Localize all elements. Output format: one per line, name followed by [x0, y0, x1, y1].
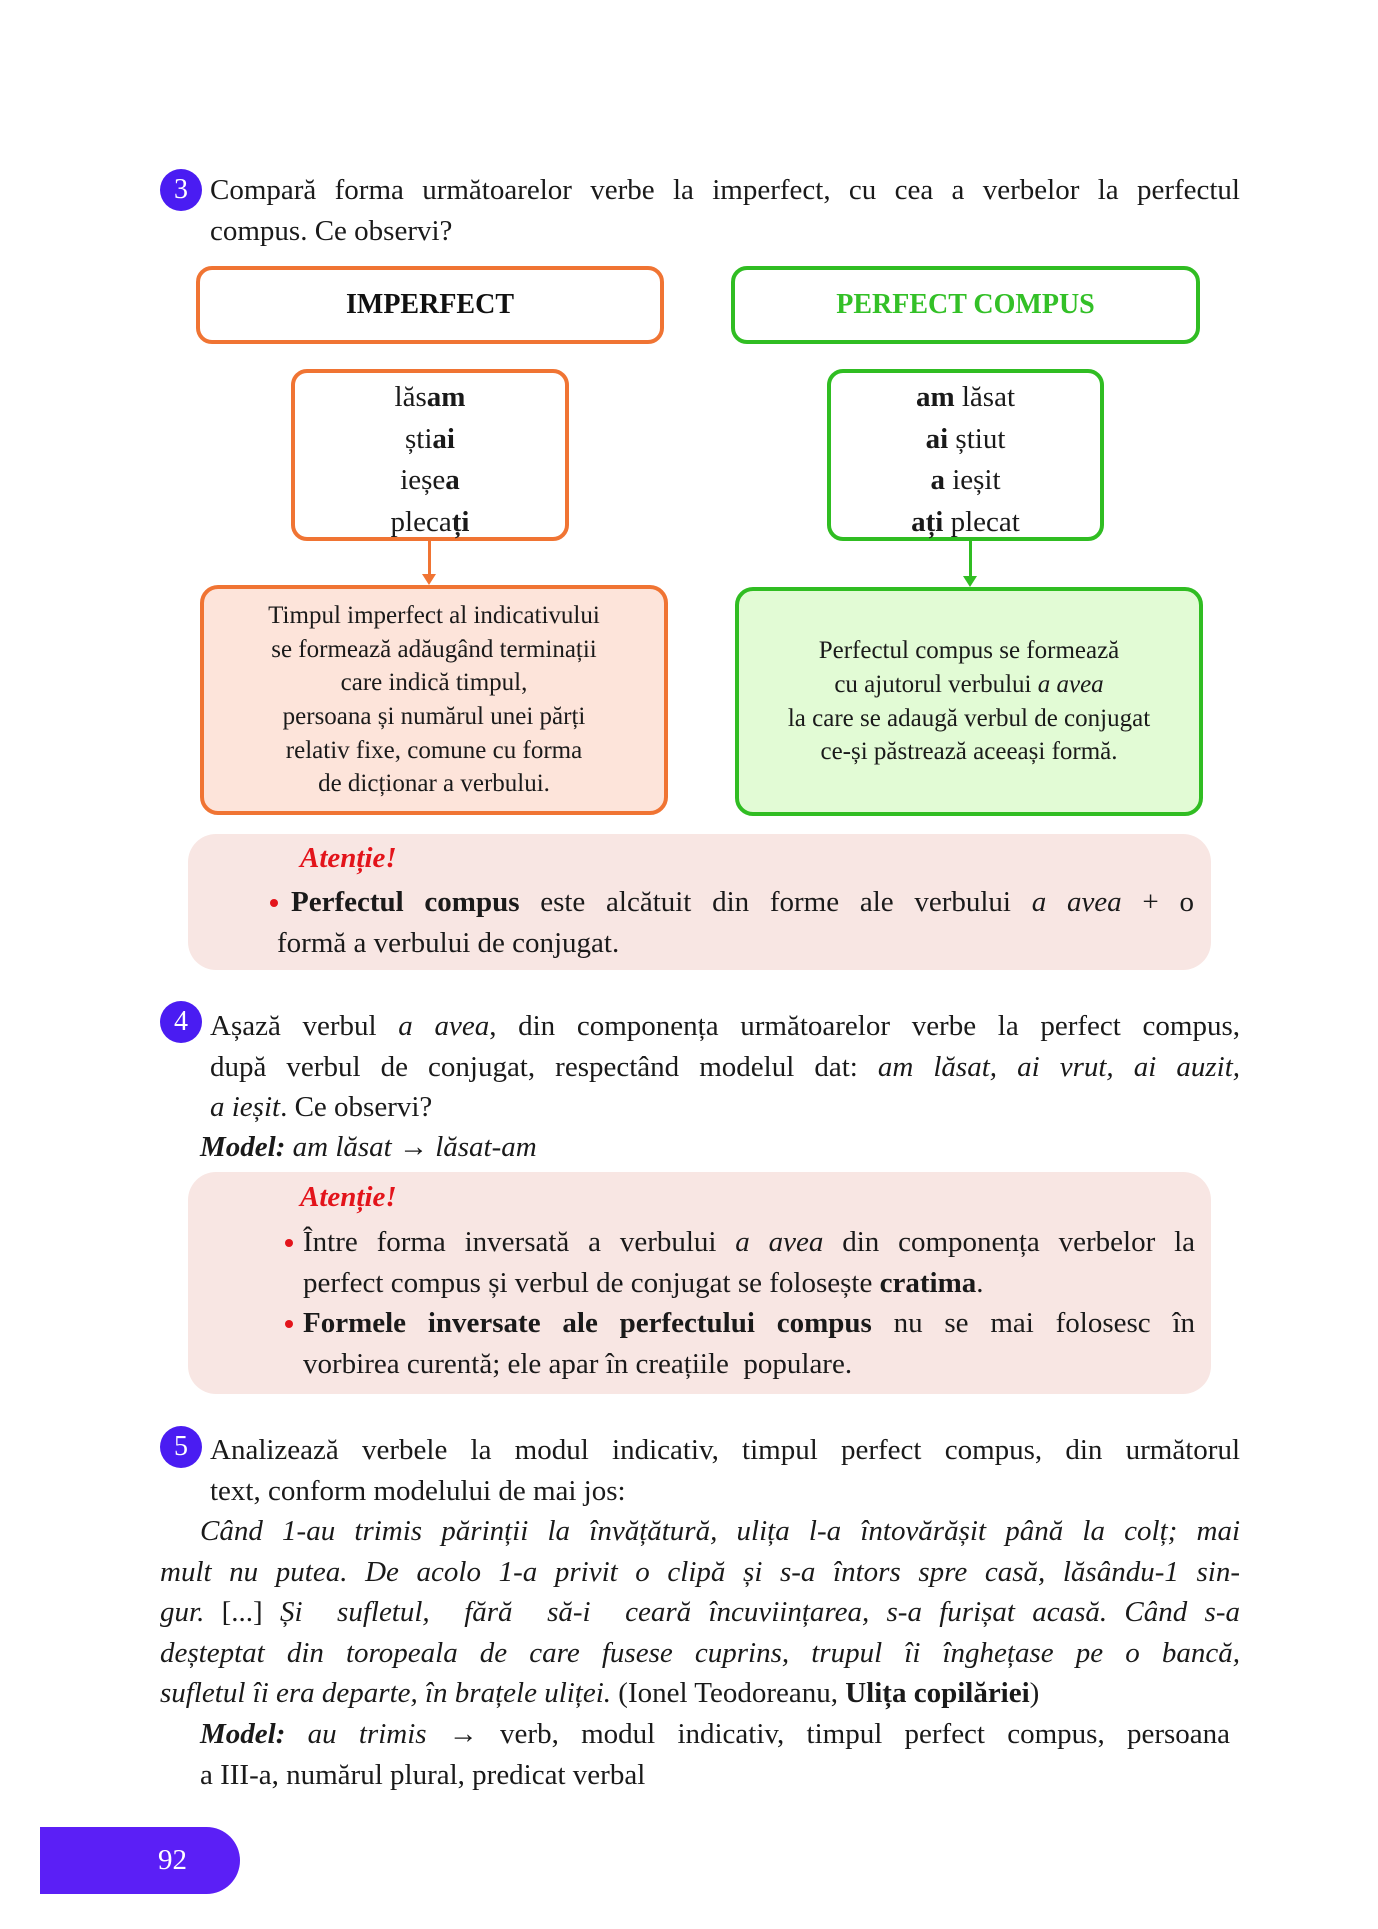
text-line [210, 1471, 1240, 1512]
text-line [831, 502, 1100, 544]
text-line [739, 702, 1199, 736]
text-segment: ai [925, 422, 949, 455]
exercise-3-prompt [210, 170, 1240, 251]
page-number: 92 [158, 1844, 187, 1876]
text-segment: compus. Ce observi? [210, 214, 453, 247]
text-segment: ) [1029, 1677, 1040, 1709]
page-number-tab [40, 1827, 240, 1894]
text-line [295, 377, 565, 419]
text-segment: Perfectul compus se formează [818, 637, 1120, 665]
text-line [200, 1127, 1000, 1168]
text-segment: am [915, 381, 955, 413]
text-line [204, 599, 664, 633]
text-segment: Analizează verbele la modul indicativ, timpul perfect compus, din următorul [210, 1434, 1240, 1466]
text-line [303, 1263, 1195, 1304]
exercise-4-prompt [210, 1006, 1240, 1128]
text-segment: Formele inversate ale perfectului compus [303, 1307, 872, 1339]
text-segment: a ieșit [210, 1091, 281, 1123]
exercise-number-3: 3 [160, 169, 202, 211]
bullet-icon [285, 1239, 293, 1247]
text-segment: știut [948, 422, 1006, 455]
text-segment: ști [405, 422, 433, 455]
text-segment: deșteptat din toropeala de care fusese cuprins, trupul îi înghețase pe o bancă, [160, 1636, 1240, 1669]
text-segment: . Ce observi? [280, 1091, 433, 1123]
text-segment: care indică timpul, [340, 669, 528, 697]
text-line [204, 633, 664, 667]
text-segment: se formează adăugând terminații [271, 635, 597, 663]
text-segment: Model: [200, 1718, 286, 1750]
text-segment: ai [432, 422, 455, 455]
text-line [204, 734, 664, 768]
text-segment: după verbul de conjugat, respectând modelul dat: [210, 1050, 878, 1083]
perfect-arrow-line [969, 541, 972, 581]
text-line [210, 1430, 1240, 1471]
text-segment: este alcătuit din forme ale verbului [519, 886, 1032, 918]
text-segment: . [976, 1266, 984, 1299]
attention-2-bullet-1 [303, 1222, 1195, 1303]
attention-1-text [277, 882, 1194, 963]
exercise-number-4: 4 [160, 1001, 202, 1043]
text-segment: Timpul imperfect al indicativului [268, 601, 600, 629]
perfect-compus-header: PERFECT COMPUS [731, 266, 1200, 344]
text-line [160, 1511, 1240, 1552]
text-line [210, 1087, 1240, 1128]
text-segment: ți [451, 505, 470, 538]
text-segment: Între forma inversată a verbului [303, 1226, 736, 1258]
text-line [303, 1344, 1195, 1385]
exercise-4-model [200, 1127, 1000, 1168]
text-line [204, 767, 664, 801]
text-segment: a avea [1037, 670, 1104, 698]
arrow-down-icon [422, 574, 436, 585]
text-segment: Compară forma următoarelor verbe la imperfect, cu cea a verbelor la perfectul [210, 174, 1240, 206]
text-segment: perfect compus și verbul de conjugat se folosește [303, 1266, 880, 1299]
text-line [210, 1006, 1240, 1047]
text-line [831, 419, 1100, 461]
exercise-5-model [200, 1714, 1230, 1795]
text-line [295, 460, 565, 502]
text-line [831, 377, 1100, 419]
text-segment: text, conform modelului de mai jos: [210, 1474, 626, 1507]
exercise-5-quote [160, 1511, 1240, 1714]
text-segment: relativ fixe, comune cu forma [285, 736, 583, 764]
text-line [160, 1592, 1240, 1633]
text-line [739, 668, 1199, 702]
text-segment: lăsat [954, 381, 1016, 413]
text-segment: ați [911, 505, 944, 538]
text-segment: mult nu putea. De acolo 1-a privit o clipă și s-a întors spre casă, lăsându-1 sin- [160, 1555, 1240, 1588]
text-line [200, 1755, 1230, 1796]
attention-title: Atenție! [300, 842, 397, 874]
text-line [295, 419, 565, 461]
text-line [303, 1222, 1195, 1263]
perfect-compus-explanation-box [735, 587, 1203, 816]
text-line [831, 460, 1100, 502]
text-segment: am lăsat, ai vrut, ai auzit, [877, 1050, 1240, 1083]
text-segment: au trimis [285, 1718, 427, 1750]
text-segment: a III-a, numărul plural, predicat verbal [200, 1758, 646, 1791]
text-segment: + o [1121, 886, 1194, 918]
text-line [277, 923, 1194, 964]
text-segment: , din componența următoarelor verbe la perfect compus, [489, 1010, 1240, 1042]
text-line [160, 1673, 1240, 1714]
text-segment: a [445, 464, 460, 496]
text-segment: Perfectul compus [291, 886, 520, 918]
exercise-number-5: 5 [160, 1426, 202, 1468]
text-segment: cratima [879, 1266, 977, 1299]
text-line [739, 634, 1199, 668]
text-segment: Model: [200, 1131, 286, 1163]
text-segment: la care se adaugă verbul de conjugat [787, 704, 1151, 732]
text-segment: a avea [1031, 886, 1122, 918]
text-segment: Așază verbul [210, 1010, 399, 1042]
text-line [160, 1633, 1240, 1674]
imperfect-explanation-box [200, 585, 668, 815]
text-segment: am [426, 381, 466, 413]
text-segment: ce-și păstrează aceeași formă. [820, 738, 1118, 766]
text-line [295, 502, 565, 544]
text-segment: Și sufletul, fără să-i ceară încuviințarea, s-a furișat acasă. Când s-a [279, 1596, 1240, 1628]
text-segment: persoana și numărul unei părți [282, 703, 586, 730]
perfect-compus-forms-box [827, 369, 1104, 541]
text-segment: (Ionel Teodoreanu, [611, 1677, 846, 1709]
text-segment: cu ajutorul verbului [834, 670, 1038, 698]
text-segment: gur. [160, 1596, 205, 1628]
exercise-5-prompt [210, 1430, 1240, 1511]
text-line [204, 700, 664, 734]
text-line [210, 1047, 1240, 1088]
text-segment: a [930, 464, 945, 496]
text-segment: Când 1-au trimis părinții la învățătură, ulița l-a întovărășit până la colț; mai [200, 1515, 1240, 1547]
text-segment: lăs [394, 381, 427, 413]
text-segment: → verb, modul indicativ, timpul perfect compus, persoana [426, 1718, 1231, 1750]
text-line [739, 735, 1199, 769]
text-segment: de dicționar a verbului. [318, 770, 550, 798]
attention-title: Atenție! [300, 1181, 397, 1213]
text-segment: ieșit [944, 464, 1001, 496]
text-segment: ieșe [400, 464, 446, 496]
text-line [210, 211, 1240, 252]
arrow-down-icon [963, 576, 977, 587]
text-segment: am lăsat → lăsat-am [285, 1131, 537, 1163]
text-segment: a avea [735, 1226, 824, 1258]
imperfect-header: IMPERFECT [196, 266, 664, 344]
text-segment: plecat [943, 505, 1020, 538]
text-line [277, 882, 1194, 923]
imperfect-forms-box [291, 369, 569, 541]
text-line [160, 1552, 1240, 1593]
text-segment: formă a verbului de conjugat. [277, 926, 620, 959]
text-segment: Ulița copilăriei [845, 1677, 1030, 1709]
text-line [204, 666, 664, 700]
text-segment: [...] [204, 1596, 280, 1628]
text-line [210, 170, 1240, 211]
text-segment: vorbirea curentă; ele apar în creațiile populare. [303, 1347, 853, 1380]
text-segment: pleca [390, 505, 452, 538]
attention-2-bullet-2 [303, 1303, 1195, 1384]
bullet-icon [285, 1320, 293, 1328]
text-segment: nu se mai folosesc în [871, 1307, 1195, 1339]
text-segment: din componența verbelor la [823, 1226, 1195, 1258]
text-segment: a avea [398, 1010, 490, 1042]
text-line [200, 1714, 1230, 1755]
text-segment: sufletul îi era departe, în brațele uliței. [160, 1677, 612, 1709]
text-line [303, 1303, 1195, 1344]
